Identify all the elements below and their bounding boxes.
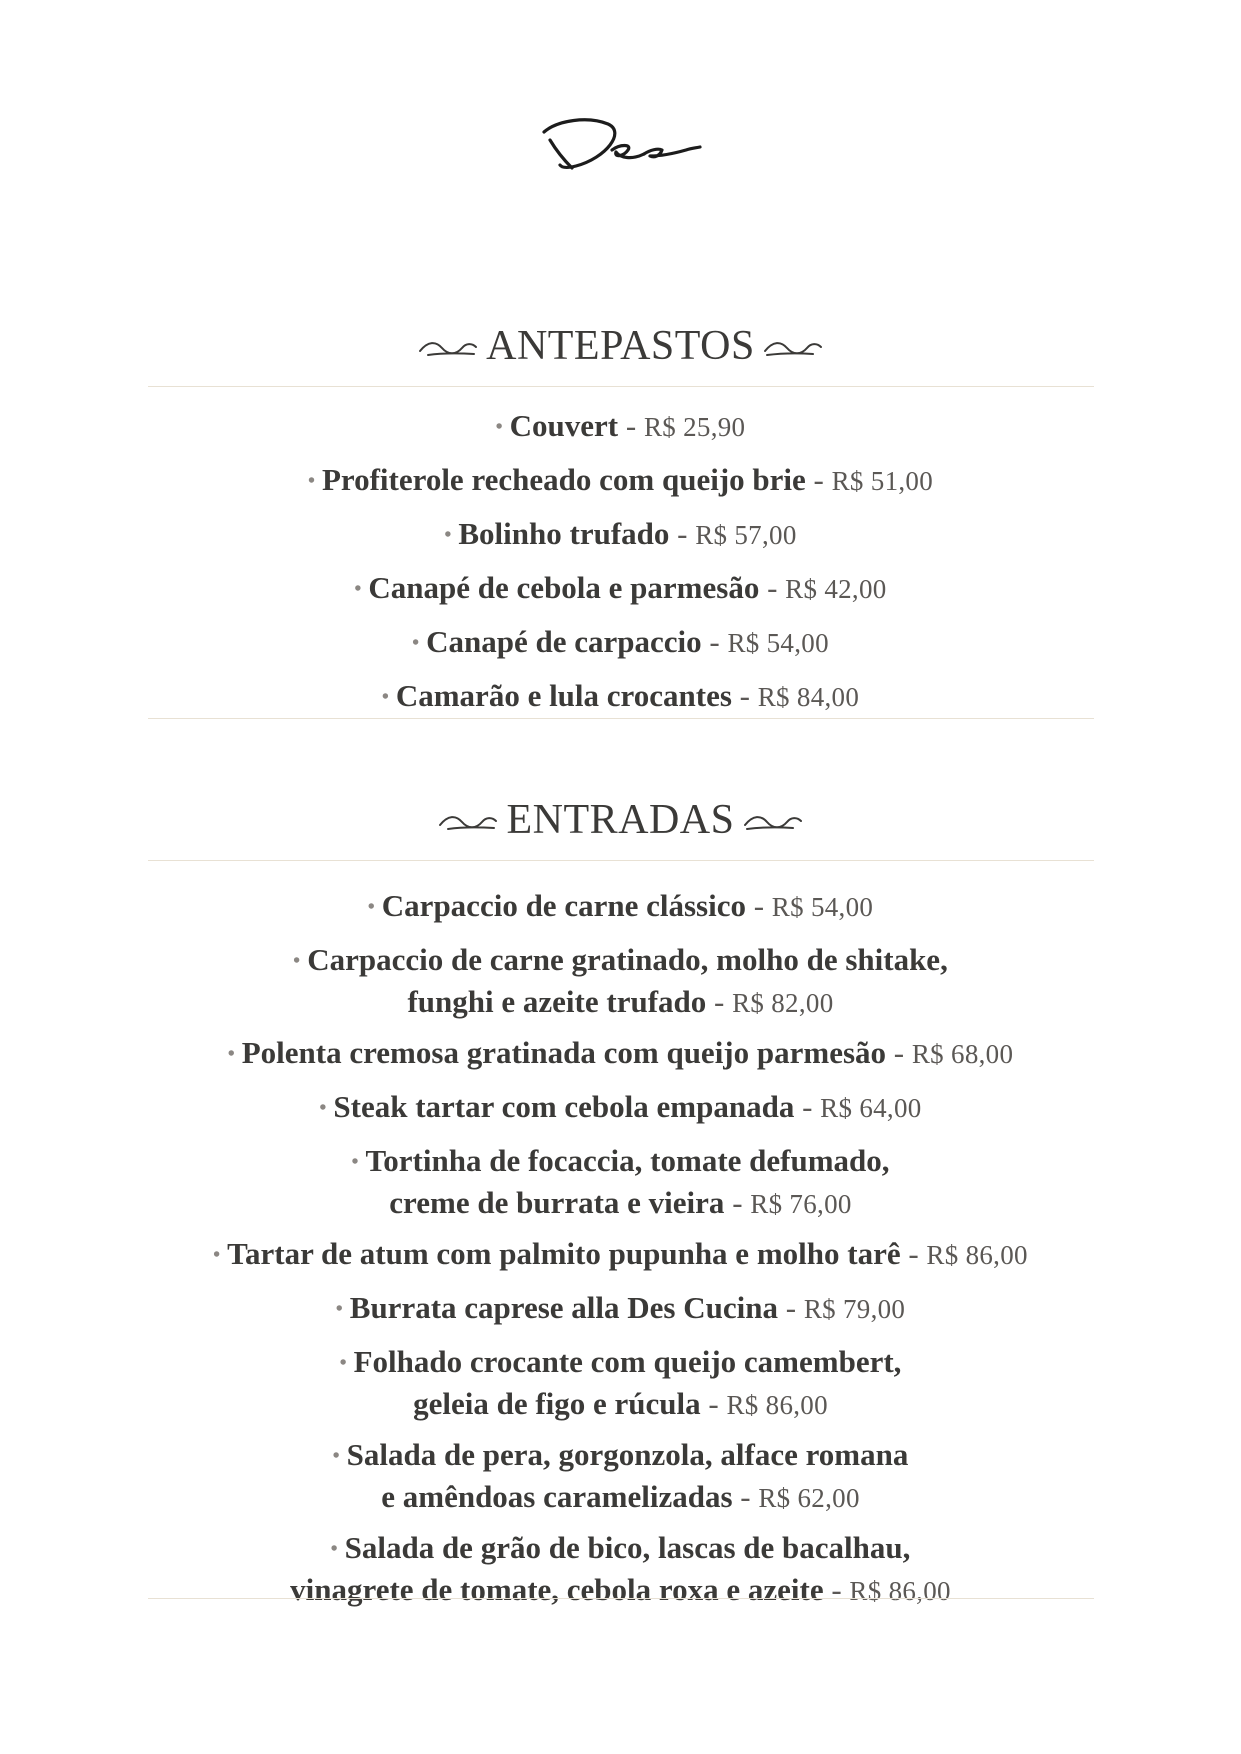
price: R$ 42,00 xyxy=(785,574,887,604)
logo xyxy=(0,110,1241,194)
menu-list-entradas xyxy=(0,887,1241,1610)
menu-item: • Steak tartar com cebola empanada - R$ 64,00 xyxy=(319,1089,922,1124)
bullet-icon: • xyxy=(339,1352,347,1374)
price: R$ 54,00 xyxy=(771,892,874,922)
section-title-entradas xyxy=(0,796,1241,844)
price: R$ 57,00 xyxy=(695,520,797,550)
price: R$ 84,00 xyxy=(757,682,860,712)
menu-item: • Canapé de carpaccio - R$ 54,00 xyxy=(412,624,829,659)
bullet-icon: • xyxy=(293,950,301,972)
bullet-icon: • xyxy=(307,470,315,492)
menu-item: • Burrata caprese alla Des Cucina - R$ 79,00 xyxy=(335,1290,906,1325)
price: R$ 54,00 xyxy=(727,628,829,658)
des-signature-logo xyxy=(536,110,706,190)
price: R$ 82,00 xyxy=(732,988,834,1018)
section-title-text: ENTRADAS xyxy=(506,797,735,843)
bullet-icon: • xyxy=(213,1244,221,1266)
swirl-right-icon xyxy=(763,338,823,360)
bullet-icon: • xyxy=(381,686,389,708)
price: R$ 64,00 xyxy=(820,1093,922,1123)
menu-item: • Folhado crocante com queijo camembert, geleia de figo e rúcula - R$ 86,00 xyxy=(339,1344,902,1421)
price: R$ 76,00 xyxy=(750,1189,852,1219)
bullet-icon: • xyxy=(412,632,420,654)
bullet-icon: • xyxy=(330,1538,338,1560)
bullet-icon: • xyxy=(444,524,452,546)
menu-item: • Tartar de atum com palmito pupunha e molho tarê - R$ 86,00 xyxy=(213,1236,1028,1271)
menu-item: • Couvert - R$ 25,90 xyxy=(495,408,746,443)
bullet-icon: • xyxy=(227,1043,235,1065)
bullet-icon: • xyxy=(354,578,362,600)
divider xyxy=(148,718,1094,719)
bullet-icon: • xyxy=(367,896,375,918)
menu-item: • Profiterole recheado com queijo brie - R$ 51,00 xyxy=(307,462,934,497)
price: R$ 86,00 xyxy=(926,1240,1028,1270)
bullet-icon: • xyxy=(319,1097,327,1119)
swirl-left-icon xyxy=(438,812,498,834)
menu-item: • Polenta cremosa gratinada com queijo parmesão - R$ 68,00 xyxy=(227,1035,1014,1070)
bullet-icon: • xyxy=(495,416,503,438)
price: R$ 51,00 xyxy=(831,466,934,496)
divider xyxy=(148,386,1094,387)
menu-item: • Salada de pera, gorgonzola, alface romana e amêndoas caramelizadas - R$ 62,00 xyxy=(332,1437,909,1514)
menu-item: • Carpaccio de carne gratinado, molho de shitake, funghi e azeite trufado - R$ 82,00 xyxy=(293,942,948,1019)
bullet-icon: • xyxy=(335,1298,343,1320)
price: R$ 68,00 xyxy=(911,1039,1014,1069)
divider xyxy=(148,860,1094,861)
menu-item: • Carpaccio de carne clássico - R$ 54,00 xyxy=(367,888,874,923)
divider xyxy=(148,1598,1094,1599)
menu-list-antepastos xyxy=(0,407,1241,719)
price: R$ 62,00 xyxy=(758,1483,860,1513)
swirl-right-icon xyxy=(743,812,803,834)
price: R$ 86,00 xyxy=(726,1390,828,1420)
section-title-antepastos xyxy=(0,322,1241,370)
price: R$ 25,90 xyxy=(643,412,746,442)
bullet-icon: • xyxy=(351,1151,359,1173)
swirl-left-icon xyxy=(418,338,478,360)
price: R$ 79,00 xyxy=(803,1294,906,1324)
menu-item: • Bolinho trufado - R$ 57,00 xyxy=(444,516,797,551)
price: R$ 86,00 xyxy=(849,1576,951,1606)
menu-item: • Tortinha de focaccia, tomate defumado, creme de burrata e vieira - R$ 76,00 xyxy=(351,1143,890,1220)
menu-item: • Camarão e lula crocantes - R$ 84,00 xyxy=(381,678,860,713)
menu-item: • Salada de grão de bico, lascas de bacalhau, vinagrete de tomate, cebola roxa e azeite - R$ 86,00 xyxy=(290,1530,951,1607)
bullet-icon: • xyxy=(332,1445,340,1467)
menu-item: • Canapé de cebola e parmesão - R$ 42,00 xyxy=(354,570,887,605)
section-title-text: ANTEPASTOS xyxy=(486,323,755,369)
